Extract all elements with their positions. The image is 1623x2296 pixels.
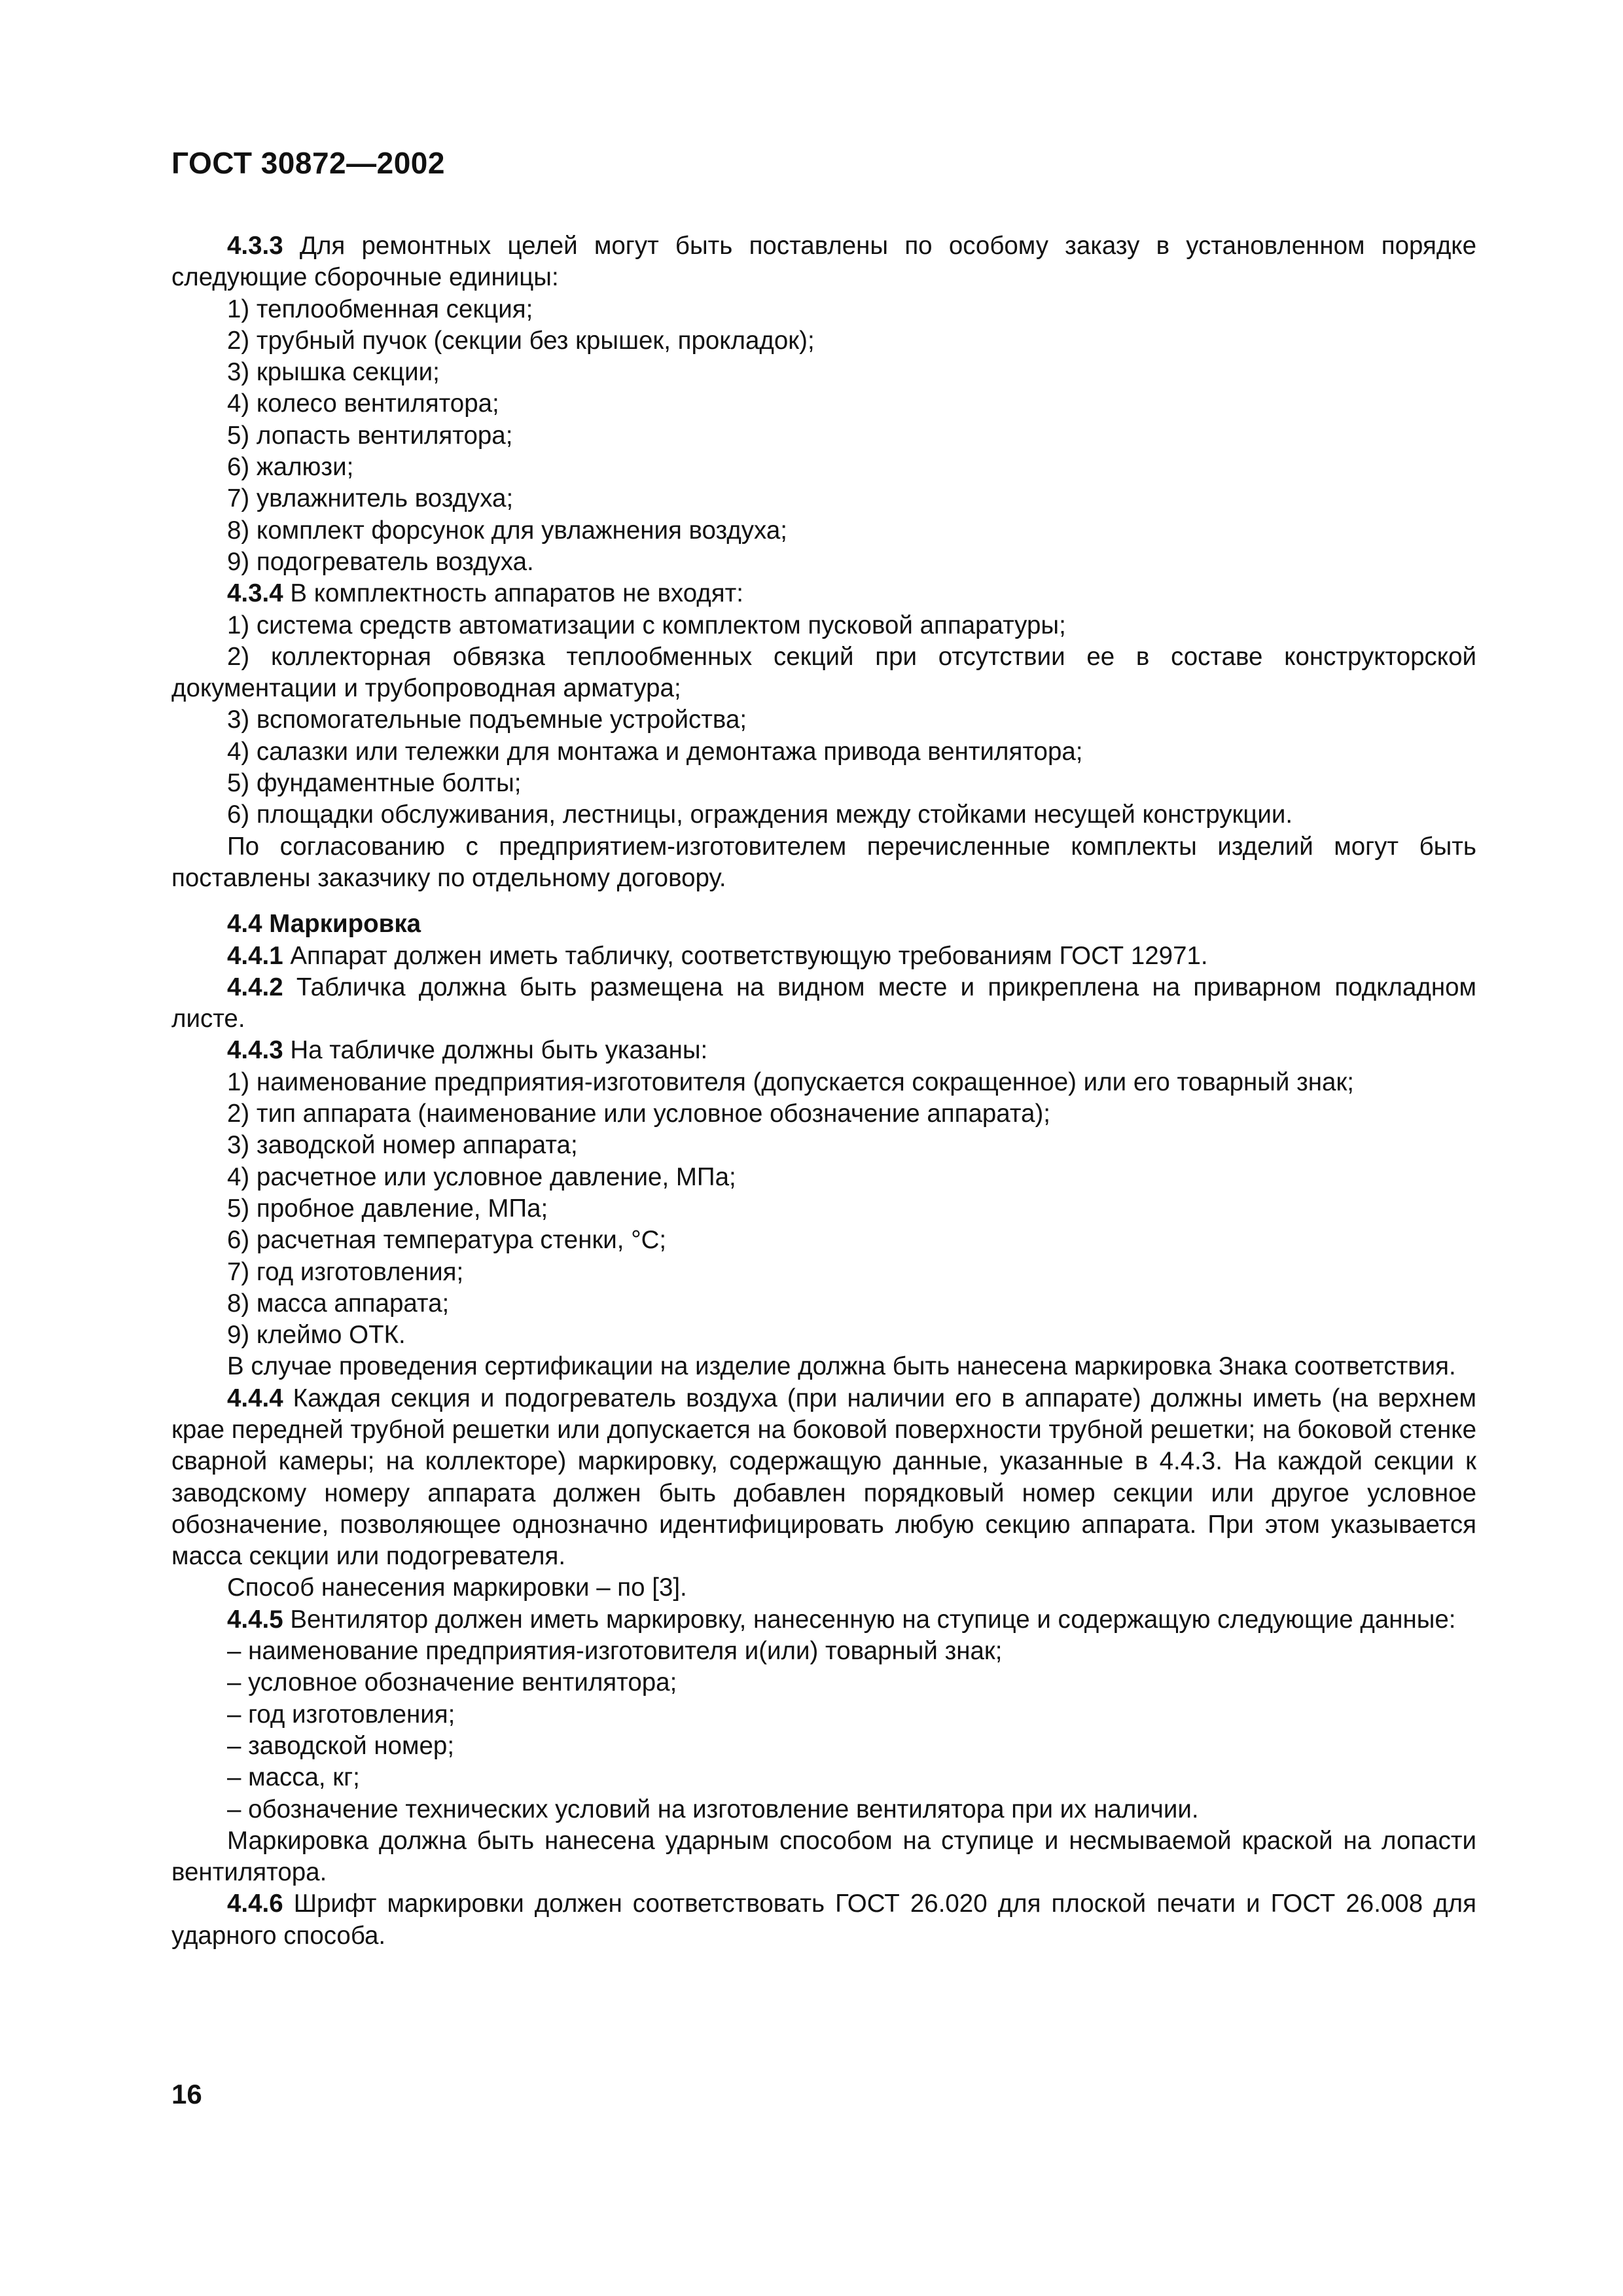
document-body	[171, 230, 1476, 1952]
list-item: 5) пробное давление, МПа;	[227, 1194, 548, 1223]
clause-text: На табличке должны быть указаны:	[283, 1036, 708, 1065]
section-heading: 4.4 Маркировка	[227, 910, 421, 939]
clause-4-4-1	[171, 941, 1476, 972]
list-item: – условное обозначение вентилятора;	[227, 1668, 677, 1697]
clause-number: 4.4.5	[227, 1605, 283, 1634]
clause-text: Вентилятор должен иметь маркировку, нанесенную на ступице и содержащую следующие данные:	[283, 1605, 1456, 1634]
clause-4-4-6	[171, 1888, 1476, 1952]
clause-4-3-4	[171, 578, 1476, 609]
list-item: 9) клеймо ОТК.	[227, 1321, 406, 1350]
list-item: 3) вспомогательные подъемные устройства;	[227, 706, 747, 734]
clause-number: 4.4.1	[227, 941, 283, 970]
clause-4-4-4	[171, 1383, 1476, 1573]
list-item: 6) жалюзи;	[227, 453, 354, 482]
list-item: 4) колесо вентилятора;	[227, 389, 499, 418]
list-item: 3) заводской номер аппарата;	[227, 1131, 578, 1160]
clause-4-3-3	[171, 230, 1476, 294]
list-item: 1) система средств автоматизации с комплектом пусковой аппаратуры;	[227, 611, 1066, 639]
clause-text: Шрифт маркировки должен соответствовать ГОСТ 26.020 для плоской печати и ГОСТ 26.008 для ударного способа.	[171, 1890, 1476, 1950]
clause-number: 4.3.4	[227, 579, 283, 608]
list-item: 9) подогреватель воздуха.	[227, 547, 534, 576]
clause-4-4-2	[171, 972, 1476, 1035]
clause-text: В комплектность аппаратов не входят:	[283, 579, 743, 608]
clause-number: 4.4.2	[227, 973, 283, 1001]
list-item: 2) тип аппарата (наименование или условное обозначение аппарата);	[227, 1100, 1050, 1128]
list-item: 5) фундаментные болты;	[227, 769, 522, 798]
clause-4-4-5	[171, 1604, 1476, 1636]
clause-text: Для ремонтных целей могут быть поставлены по особому заказу в установленном порядке следующие сборочные единицы:	[171, 232, 1476, 292]
clause-4-4-3	[171, 1035, 1476, 1066]
list-item: 1) теплообменная секция;	[227, 295, 533, 323]
paragraph: Способ нанесения маркировки – по [3].	[227, 1573, 687, 1602]
list-item: – масса, кг;	[227, 1763, 360, 1792]
list-item: – наименование предприятия-изготовителя и(или) товарный знак;	[227, 1637, 1003, 1666]
list-item: 7) увлажнитель воздуха;	[227, 484, 514, 513]
clause-number: 4.3.3	[227, 232, 283, 260]
paragraph: В случае проведения сертификации на изделие должна быть нанесена маркировка Знака соответствия.	[227, 1352, 1456, 1381]
list-item: 7) год изготовления;	[227, 1257, 464, 1286]
clause-number: 4.4.4	[227, 1384, 283, 1412]
clause-number: 4.4.3	[227, 1036, 283, 1065]
list-item: 2) коллекторная обвязка теплообменных секций при отсутствии ее в составе конструкторской документации и трубопроводная арматура;	[171, 642, 1476, 703]
clause-number: 4.4.6	[227, 1890, 283, 1918]
list-item: 1) наименование предприятия-изготовителя (допускается сокращенное) или его товарный знак;	[227, 1067, 1354, 1096]
list-item: 3) крышка секции;	[227, 358, 440, 387]
document-header: ГОСТ 30872—2002	[171, 146, 445, 180]
clause-text: Табличка должна быть размещена на видном месте и прикреплена на приварном подкладном листе.	[171, 973, 1476, 1033]
paragraph: По согласованию с предприятием-изготовителем перечисленные комплекты изделий могут быть поставлены заказчику по отдельному договору.	[171, 832, 1476, 892]
paragraph: Маркировка должна быть нанесена ударным способом на ступице и несмываемой краской на лопасти вентилятора.	[171, 1826, 1476, 1887]
list-item: 2) трубный пучок (секции без крышек, прокладок);	[227, 326, 815, 355]
list-item: 4) расчетное или условное давление, МПа;	[227, 1162, 736, 1191]
list-item: 6) площадки обслуживания, лестницы, ограждения между стойками несущей конструкции.	[227, 800, 1293, 829]
clause-text: Аппарат должен иметь табличку, соответствующую требованиям ГОСТ 12971.	[283, 941, 1208, 970]
list-item: 6) расчетная температура стенки, °С;	[227, 1226, 667, 1255]
list-item: 8) масса аппарата;	[227, 1289, 450, 1318]
clause-text: Каждая секция и подогреватель воздуха (при наличии его в аппарате) должны иметь (на верхнем крае передней трубной решетки или допускается на боковой поверхности трубной решетки; на боковой стенке сварной камеры; на коллекторе) маркировку, содержащую данные, указанные в 4.4.3. На каждой секции к заводскому номеру аппарата должен быть добавлен порядковый номер секции или другое условное обозначение, позволяющее однозначно идентифицировать любую секцию аппарата. При этом указывается масса секции или подогревателя.	[171, 1384, 1476, 1571]
list-item: – заводской номер;	[227, 1731, 455, 1760]
list-item: 4) салазки или тележки для монтажа и демонтажа привода вентилятора;	[227, 737, 1083, 766]
list-item: – обозначение технических условий на изготовление вентилятора при их наличии.	[227, 1795, 1199, 1823]
list-item: – год изготовления;	[227, 1700, 455, 1729]
list-item: 5) лопасть вентилятора;	[227, 421, 513, 450]
page-number: 16	[171, 2079, 202, 2109]
list-item: 8) комплект форсунок для увлажнения воздуха;	[227, 516, 787, 545]
